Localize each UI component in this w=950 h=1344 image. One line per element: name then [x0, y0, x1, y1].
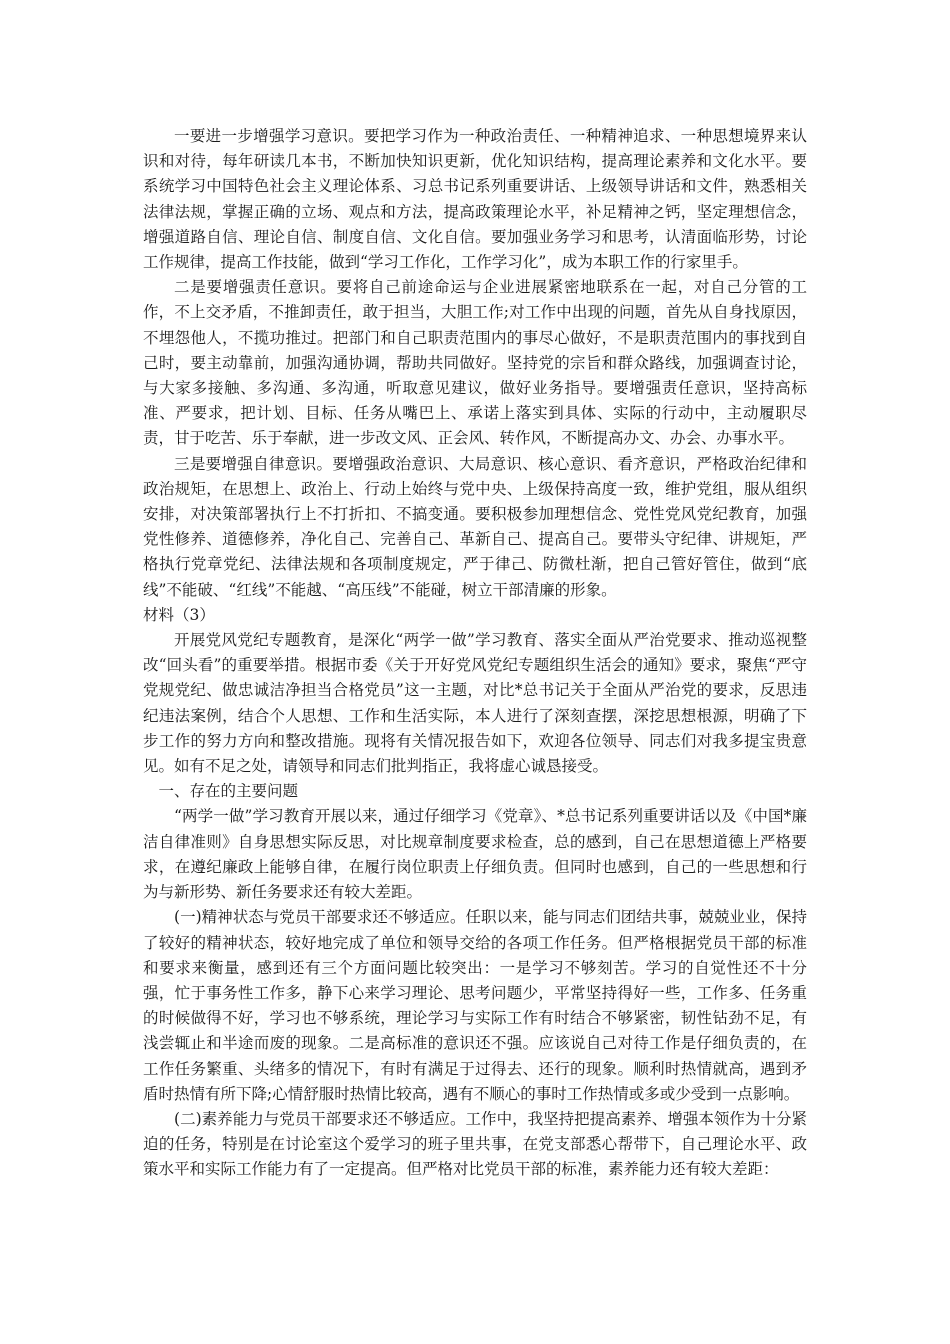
paragraph-study-awareness: 一要进一步增强学习意识。要把学习作为一种政治责任、一种精神追求、一种思想境界来认识和对待，每年研读几本书，不断加快知识更新，优化知识结构，提高理论素养和文化水平。要系统学习中国特色社会主义理论体系、习总书记系列重要讲话、上级领导讲话和文件，熟悉相关法律法规，掌握正确的立场、观点和方法，提高政策理论水平，补足精神之钙，坚定理想信念，增强道路自信、理论自信、制度自信、文化自信。要加强业务学习和思考，认清面临形势，讨论工作规律，提高工作技能，做到“学习工作化，工作学习化”，成为本职工作的行家里手。 [143, 127, 807, 272]
paragraph-quality-ability: (二)素养能力与党员干部要求还不够适应。工作中，我坚持把提高素养、增强本领作为十分紧迫的任务，特别是在讨论室这个爱学习的班子里共事，在党支部悉心帮带下，自己理论水平、政策水平和实际工作能力有了一定提高。但严格对比党员干部的标准，素养能力还有较大差距： [143, 1109, 807, 1179]
paragraph-responsibility-awareness: 二是要增强责任意识。要将自己前途命运与企业进展紧密地联系在一起，对自己分管的工作，不上交矛盾，不推卸责任，敢于担当，大胆工作;对工作中出现的问题，首先从自身找原因，不埋怨他人，不揽功推过。把部门和自己职责范围内的事尽心做好，不是职责范围内的事找到自己时，要主动靠前，加强沟通协调，帮助共同做好。坚持党的宗旨和群众路线，加强调查讨论，与大家多接触、多沟通、多沟通，听取意见建议，做好业务指导。要增强责任意识，坚持高标准、严要求，把计划、目标、任务从嘴巴上、承诺上落实到具体、实际的行动中，主动履职尽责，甘于吃苦、乐于奉献，进一步改文风、正会风、转作风，不断提高办文、办会、办事水平。 [143, 278, 807, 448]
material-heading: 材料（3） [143, 605, 215, 624]
paragraph-self-discipline-awareness: 三是要增强自律意识。要增强政治意识、大局意识、核心意识、看齐意识，严格政治纪律和政治规矩，在思想上、政治上、行动上始终与党中央、上级保持高度一致，维护党组，服从组织安排，对决策部署执行上不打折扣、不搞变通。要积极参加理想信念、党性党风党纪教育，加强党性修养、道德修养，净化自己、完善自己、革新自己、提高自己。要带头守纪律、讲规矩，严格执行党章党纪、法律法规和各项制度规定，严于律己、防微杜渐，把自己管好管住，做到“底线”不能破、“红线”不能越、“高压线”不能碰，树立干部清廉的形象。 [143, 454, 807, 599]
section-heading-main-problems: 一、存在的主要问题 [158, 782, 299, 801]
document-body [143, 124, 807, 1183]
paragraph-spirit-state: (一)精神状态与党员干部要求还不够适应。任职以来，能与同志们团结共事，兢兢业业，保持了较好的精神状态，较好地完成了单位和领导交给的各项工作任务。但严格根据党员干部的标准和要求来衡量，感到还有三个方面问题比较突出：一是学习不够刻苦。学习的自觉性还不十分强，忙于事务性工作多，静下心来学习理论、思考问题少，平常坚持得好一些，工作多、任务重的时候做得不好，学习也不够系统，理论学习与实际工作有时结合不够紧密，韧性钻劲不足，有浅尝辄止和半途而废的现象。二是高标准的意识还不强。应该说自己对待工作是仔细负责的，在工作任务繁重、头绪多的情况下，有时有满足于过得去、还行的现象。顺利时热情就高，遇到矛盾时热情有所下降;心情舒服时热情比较高，遇有不顺心的事时工作热情或多或少受到一点影响。 [143, 908, 807, 1103]
paragraph-problems-overview: “两学一做”学习教育开展以来，通过仔细学习《党章》、*总书记系列重要讲话以及《中国*廉洁自律准则》自身思想实际反思，对比规章制度要求检查，总的感到，自己在思想道德上严格要求，在遵纪廉政上能够自律，在履行岗位职责上仔细负责。但同时也感到，自己的一些思想和行为与新形势、新任务要求还有较大差距。 [143, 807, 807, 902]
paragraph-material-intro: 开展党风党纪专题教育，是深化“两学一做”学习教育、落实全面从严治党要求、推动巡视整改“回头看”的重要举措。根据市委《关于开好党风党纪专题组织生活会的通知》要求，聚焦“严守党规党纪、做忠诚洁净担当合格党员”这一主题，对比*总书记关于全面从严治党的要求，反思违纪违法案例，结合个人思想、工作和生活实际，本人进行了深刻查摆，深挖思想根源，明确了下步工作的努力方向和整改措施。现将有关情况报告如下，欢迎各位领导、同志们对我多提宝贵意见。如有不足之处，请领导和同志们批判指正，我将虚心诚恳接受。 [143, 631, 807, 776]
